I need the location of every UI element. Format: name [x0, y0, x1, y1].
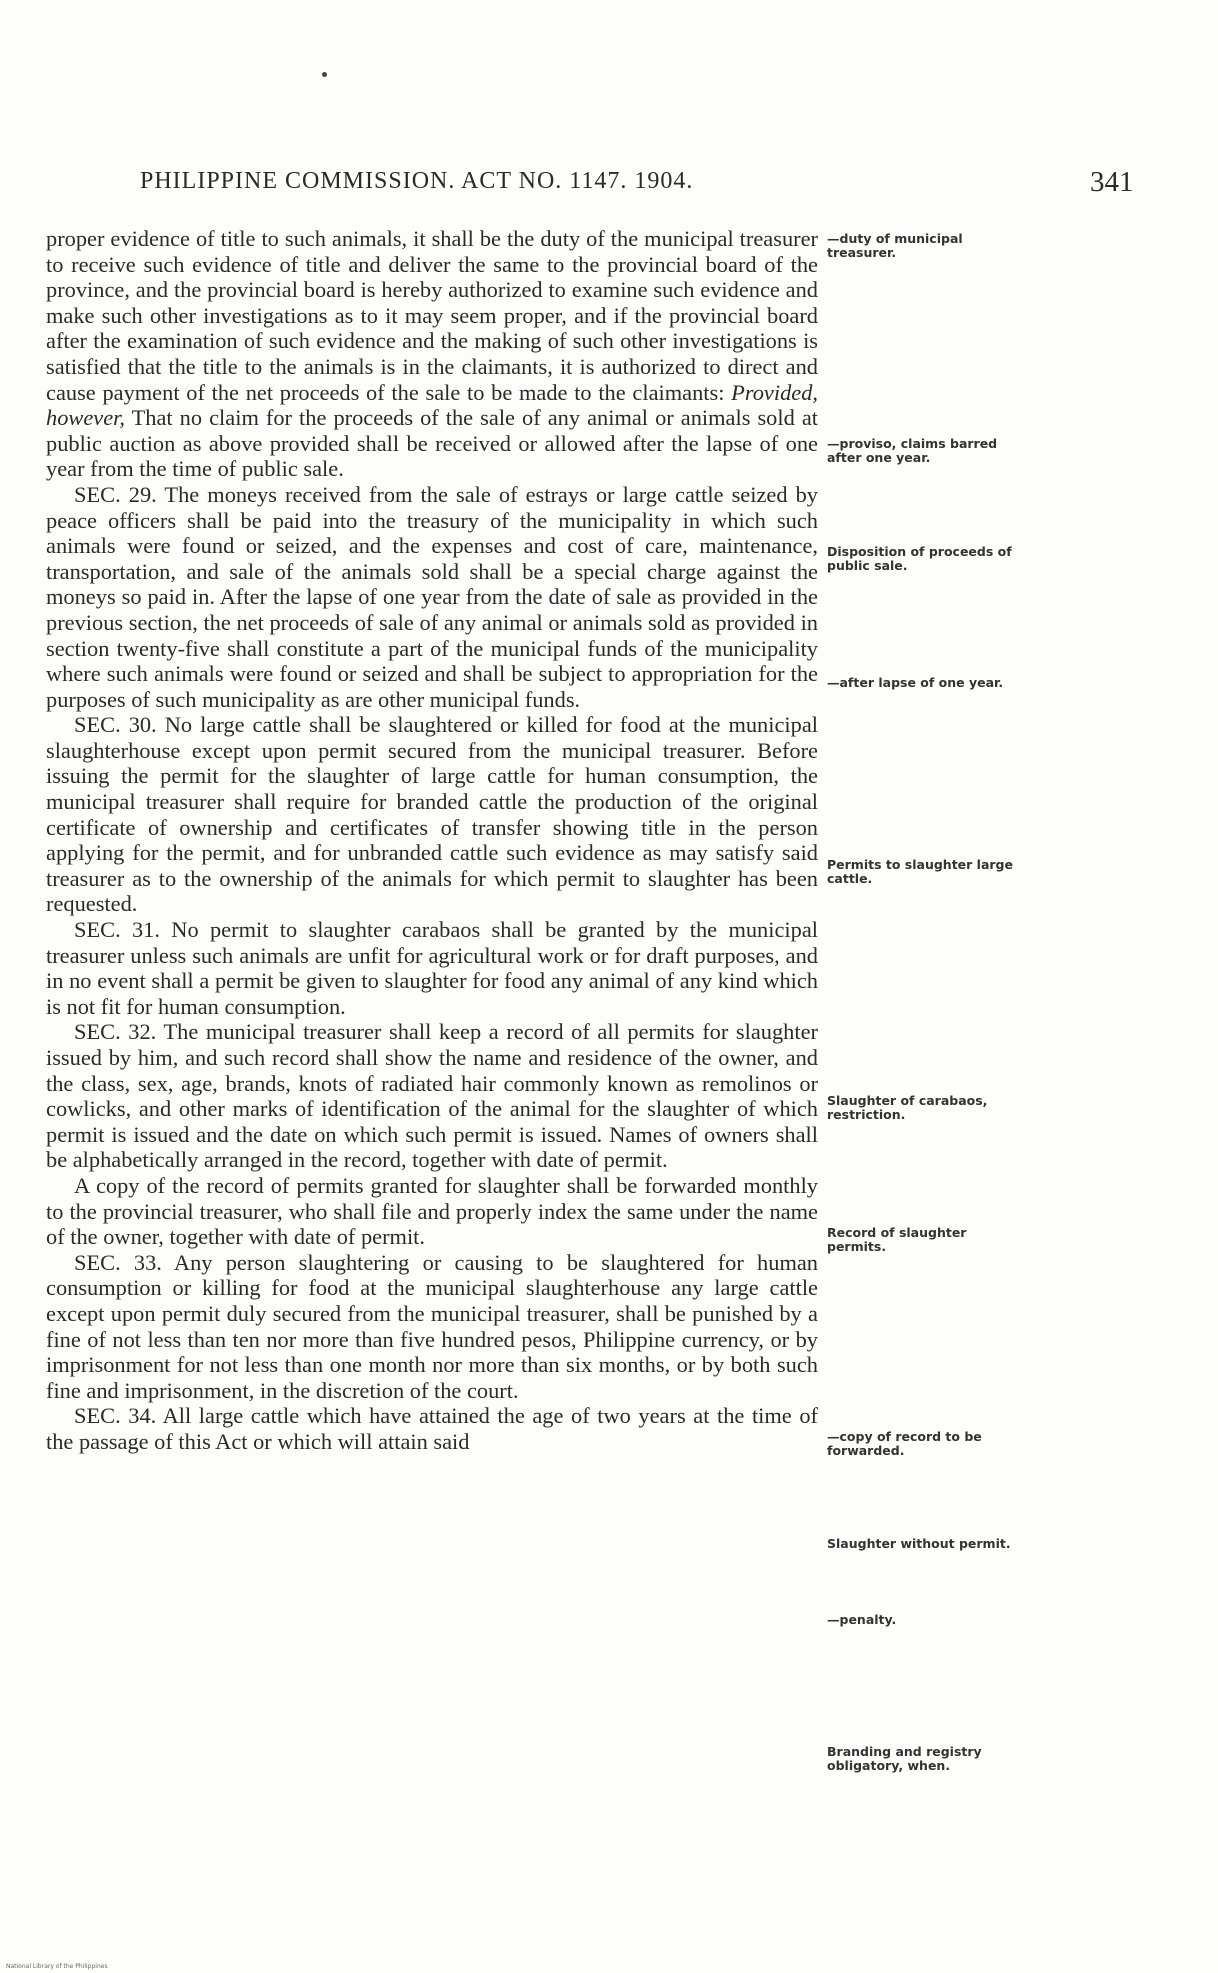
- section-30: SEC. 30. No large cattle shall be slaughtered or killed for food at the municipal slaughterhouse except upon permit secured from the municipal treasurer. Before issuing the permit for the slaughter of large cattle for human consumption, the municipal treasurer shall require for branded cattle the production of the original certificate of ownership and certificates of transfer showing title in the person applying for the permit, and for unbranded cattle such evidence as may satisfy said treasurer as to the ownership of the animals for which permit to slaughter has been requested.: [46, 712, 818, 917]
- margin-note: Branding and registry obligatory, when.: [827, 1744, 982, 1773]
- margin-note: —duty of municipal treasurer.: [827, 231, 963, 260]
- ink-speck: [322, 72, 327, 77]
- running-header: PHILIPPINE COMMISSION. ACT NO. 1147. 1904.: [140, 168, 694, 194]
- margin-note: —proviso, claims barred after one year.: [827, 436, 998, 465]
- margin-note: Disposition of proceeds of public sale.: [827, 544, 1012, 573]
- section-31: SEC. 31. No permit to slaughter carabaos shall be granted by the municipal treasurer unless such animals are unfit for agricultural work or for draft purposes, and in no event shall a permit be given to slaughter for food any animal of any kind which is not fit for human consumption.: [46, 917, 818, 1019]
- page-number: 341: [1090, 166, 1134, 198]
- footer-attribution: National Library of the Philippines: [6, 1963, 108, 1970]
- section-33: SEC. 33. Any person slaughtering or causing to be slaughtered for human consumption or killing for food at the municipal slaughterhouse any large cattle except upon permit duly secured from the municipal treasurer, shall be punished by a fine of not less than ten nor more than five hundred pesos, Philippine currency, or by imprisonment for not less than one month nor more than six months, or by both such fine and imprisonment, in the discretion of the court.: [46, 1249, 818, 1403]
- margin-note: Record of slaughter permits.: [827, 1225, 967, 1254]
- margin-note: —penalty.: [827, 1612, 897, 1627]
- margin-note: —after lapse of one year.: [827, 675, 1004, 690]
- paragraph: proper evidence of title to such animals, it shall be the duty of the municipal treasurer to receive such evidence of title and deliver the same to the provincial board of the province, and the provincial board is hereby authorized to examine such evidence and make such other investigations as to it may seem proper, and if the provincial board after the examination of such evidence and the making of such other investigations is satisfied that the title to the animals is in the claimants, it is authorized to direct and cause payment of the net proceeds of the sale to be made to the claimants: Provided, however, That no claim for the proceeds of the sale of any animal or animals sold at public auction as above provided shall be received or allowed after the lapse of one year from the time of public sale.: [46, 226, 818, 482]
- margin-note: Permits to slaughter large cattle.: [827, 857, 1013, 886]
- margin-note: —copy of record to be forwarded.: [827, 1429, 982, 1458]
- section-29: SEC. 29. The moneys received from the sale of estrays or large cattle seized by peace officers shall be paid into the treasury of the municipality in which such animals were found or seized, and the expenses and cost of care, maintenance, transportation, and sale of the animals sold shall be a special charge against the moneys so paid in. After the lapse of one year from the date of sale as provided in the previous section, the net proceeds of sale of any animal or animals sold as provided in section twenty-five shall constitute a part of the municipal funds of the municipality where such animals were found or seized and shall be subject to appropriation for the purposes of such municipality as are other municipal funds.: [46, 481, 818, 712]
- body-text: [46, 226, 818, 1455]
- paragraph-copy-of-record: A copy of the record of permits granted for slaughter shall be forwarded monthly to the provincial treasurer, who shall file and properly index the same under the name of the owner, together with date of permit.: [46, 1172, 818, 1250]
- section-34: SEC. 34. All large cattle which have attained the age of two years at the time of the passage of this Act or which will attain said: [46, 1403, 818, 1454]
- margin-note: Slaughter without permit.: [827, 1536, 1011, 1551]
- section-32: SEC. 32. The municipal treasurer shall keep a record of all permits for slaughter issued by him, and such record shall show the name and residence of the owner, and the class, sex, age, brands, knots of radiated hair commonly known as remolinos or cowlicks, and other marks of identification of the animal for the slaughter of which permit is issued and the date on which such permit is issued. Names of owners shall be alphabetically arranged in the record, together with date of permit.: [46, 1019, 818, 1173]
- margin-note: Slaughter of carabaos, restriction.: [827, 1093, 988, 1122]
